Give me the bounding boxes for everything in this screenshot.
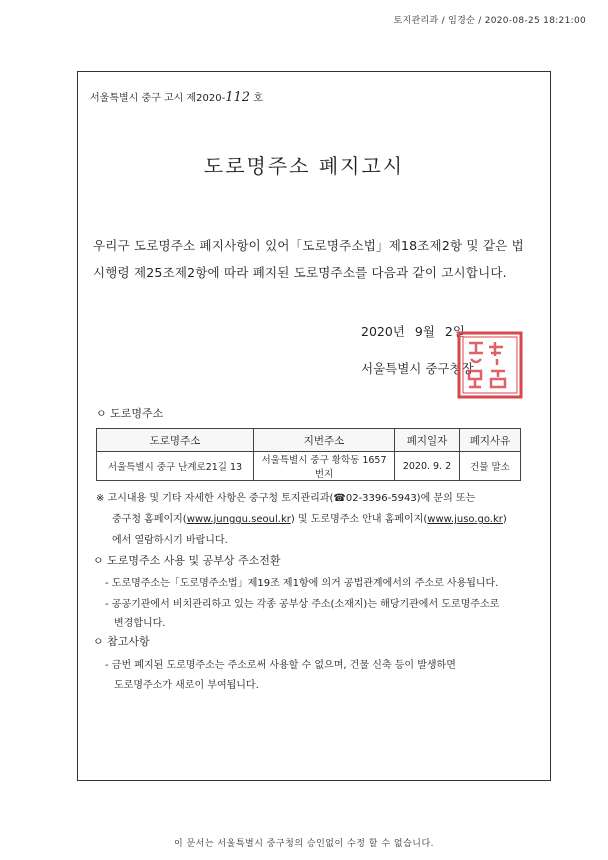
body-text-line-2: 시행령 제25조제2항에 따라 폐지된 도로명주소를 다음과 같이 고시합니다. <box>93 265 507 280</box>
note-line-3: 에서 열람하시기 바랍니다. <box>112 535 228 546</box>
notice-number <box>90 89 263 105</box>
document-title: 도로명주소 폐지고시 <box>203 154 405 178</box>
transition-item-2-line-1: - 공공기관에서 비치관리하고 있는 각종 공부상 주소(소재지)는 해당기관에서 도로명주소로 <box>105 599 500 610</box>
note-line-2-mid: ) 및 도로명주소 안내 홈페이지( <box>290 514 428 525</box>
body-text-line-1: 우리구 도로명주소 폐지사항이 있어「도로명주소법」제18조제2항 및 같은 법 <box>93 238 524 253</box>
note-line-2-pre: 중구청 홈페이지( <box>112 514 187 525</box>
cell-abolish-reason: 건물 말소 <box>460 452 521 481</box>
section-road-address-heading: ㅇ 도로명주소 <box>96 407 164 420</box>
notice-number-suffix: 호 <box>253 93 263 104</box>
note-line-2-post: ) <box>502 514 507 525</box>
issue-date: 2020년 9월 2일 <box>361 324 465 339</box>
col-header-lot-address: 지번주소 <box>254 429 395 452</box>
col-header-abolish-date: 폐지일자 <box>395 429 460 452</box>
notice-number-prefix: 서울특별시 중구 고시 제2020- <box>90 93 226 104</box>
reference-item-1-line-2: 도로명주소가 새로이 부여됩니다. <box>114 680 259 691</box>
reference-item-1-line-1: - 금번 폐지된 도로명주소는 주소로써 사용할 수 없으며, 건물 신축 등이 발생하면 <box>105 660 456 671</box>
juso-homepage-link[interactable]: www.juso.go.kr <box>427 514 503 525</box>
issuer-name: 서울특별시 중구청장 <box>361 361 474 376</box>
cell-abolish-date: 2020. 9. 2 <box>395 452 460 481</box>
transition-item-2-line-2: 변경합니다. <box>114 618 166 629</box>
section-transition-heading: ㅇ 도로명주소 사용 및 공부상 주소전환 <box>93 554 281 567</box>
col-header-road-address: 도로명주소 <box>97 429 254 452</box>
transition-item-1: - 도로명주소는「도로명주소법」제19조 제1항에 의거 공법관계에서의 주소로 사용됩니다. <box>105 578 499 589</box>
abolished-address-table <box>96 428 521 481</box>
document-meta-header: 토지관리과 / 임경순 / 2020-08-25 18:21:00 <box>393 16 586 26</box>
junggu-homepage-link[interactable]: www.junggu.seoul.kr <box>186 514 291 525</box>
table-header-row <box>97 429 521 452</box>
cell-lot-address: 서울특별시 중구 황학동 1657번지 <box>254 452 395 481</box>
official-seal-stamp <box>455 329 525 401</box>
table-row <box>97 452 521 481</box>
notice-number-handwritten: 112 <box>225 90 251 105</box>
note-line-2 <box>112 510 507 525</box>
cell-road-address: 서울특별시 중구 난계로21길 13 <box>97 452 254 481</box>
document-footer: 이 문서는 서울특별시 중구청의 승인없이 수정 할 수 없습니다. <box>173 839 435 849</box>
note-line-1: ※ 고시내용 및 기타 자세한 사항은 중구청 토지관리과(☎02-3396-5943)에 문의 또는 <box>96 493 476 504</box>
col-header-abolish-reason: 폐지사유 <box>460 429 521 452</box>
section-reference-heading: ㅇ 참고사항 <box>93 635 150 648</box>
